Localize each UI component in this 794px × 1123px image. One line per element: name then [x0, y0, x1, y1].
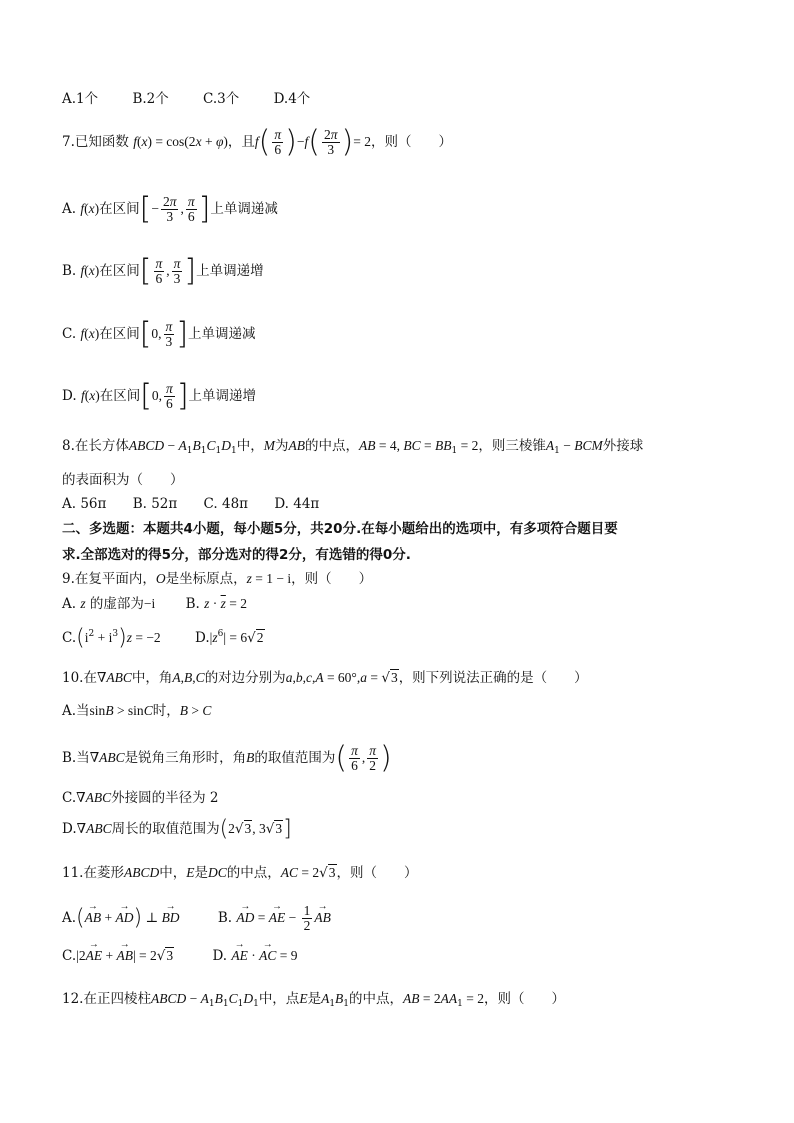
q7-option-b: B. f(x)在区间[ $\frac{\pi}{6}$ , $\frac{\pi}{3}$ ]上单调递增: [62, 253, 264, 289]
q9-option-a: A. z 的虚部为−i: [62, 596, 156, 612]
q8-option-d: D. 44π: [274, 496, 320, 512]
q6-option-a: A.1个: [62, 91, 99, 107]
q9-options-cd: [62, 624, 265, 649]
q9-option-b: B. $z \cdot \overline{z} = 2$: [185, 596, 247, 612]
q12-stem: 12.在正四棱柱ABCD − $A_1B_1C_1D_1$中，点E是$A_1B_1$的中点，AB = $2AA_1 = 2$，则（ ）: [62, 991, 566, 1009]
q10-option-a: A.当sinB > sinC时，B > C: [62, 703, 212, 719]
q11-option-b: B. → AD = → AE − $\frac{1}{2}$ → AB: [218, 910, 331, 926]
q6-options: [62, 89, 310, 109]
q11-options-ab: [62, 904, 331, 933]
q8-stem-line1: 8.在长方体ABCD − $A_1B_1C_1D_1$中，M为AB的中点，AB = 4, BC = $BB_1 = 2$，则三棱锥$A_1$ − BCM外接球: [62, 438, 644, 456]
q10-option-c: C.∇ABC外接圆的半径为 2: [62, 790, 219, 806]
q6-option-d: D.4个: [273, 91, 311, 107]
q7-option-d: D. f(x)在区间[0, $\frac{\pi}{6}$ ]上单调递增: [62, 378, 257, 414]
q9-option-c: $C.(i^2 + i^3)z = -2$: [62, 625, 161, 651]
q8-option-b: B. 52π: [132, 496, 178, 512]
q8-options: [62, 494, 319, 514]
q8-option-a: A. 56π: [62, 496, 107, 512]
q10-stem: 10.在∇ABC中，角A,B,C的对边分别为a,b,c,A = 60°,a = √3，则下列说法正确的是（ ）: [62, 670, 588, 686]
q10-option-b: B.当∇ABC是锐角三角形时，角B的取值范围为( $\frac{\pi}{6}$ , $\frac{\pi}{2}$ ): [62, 740, 392, 776]
q9-option-d: $D.|z^6| = 6√2$: [194, 629, 264, 646]
q11-option-a: A.(→ AB + → AD) ⊥ → BD: [62, 910, 180, 926]
q6-option-c: C.3个: [203, 91, 240, 107]
q11-option-d: D. → AE · → AC = 9: [212, 948, 297, 964]
q11-options-cd: [62, 946, 298, 966]
q8-stem-line2: 的表面积为（ ）: [62, 472, 184, 488]
q8-option-c: C. 48π: [203, 496, 249, 512]
section-2-header-line1: 二、多选题：本题共4小题，每小题5分，共20分.在每小题给出的选项中，有多项符合题目要: [62, 521, 618, 537]
q7-stem: 7.已知函数 f(x) = cos(2x + φ)，且f( $\frac{\pi}{6}$ )−f( $\frac{2\pi}{3}$ )= 2，则（ ）: [62, 124, 452, 160]
q10-option-d: D.∇ABC周长的取值范围为(2√3, 3√3]: [62, 816, 292, 842]
q7-option-c: C. f(x)在区间[0, $\frac{\pi}{3}$ ]上单调递减: [62, 316, 256, 352]
q11-option-c: C.|2→ AE + → AB| = 2√3: [62, 948, 174, 964]
q9-stem: 9.在复平面内，O是坐标原点，z = 1 − i，则（ ）: [62, 571, 373, 587]
q6-option-b: B.2个: [132, 91, 169, 107]
section-2-header-line2: 求.全部选对的得5分，部分选对的得2分，有选错的得0分.: [62, 547, 411, 563]
q9-options-ab: [62, 594, 247, 614]
q7-option-a: A. f(x)在区间[− $\frac{2\pi}{3}$ , $\frac{\pi}{6}$ ]上单调递减: [62, 191, 278, 227]
q11-stem: 11.在菱形ABCD中，E是DC的中点，AC = 2√3，则（ ）: [62, 865, 418, 881]
